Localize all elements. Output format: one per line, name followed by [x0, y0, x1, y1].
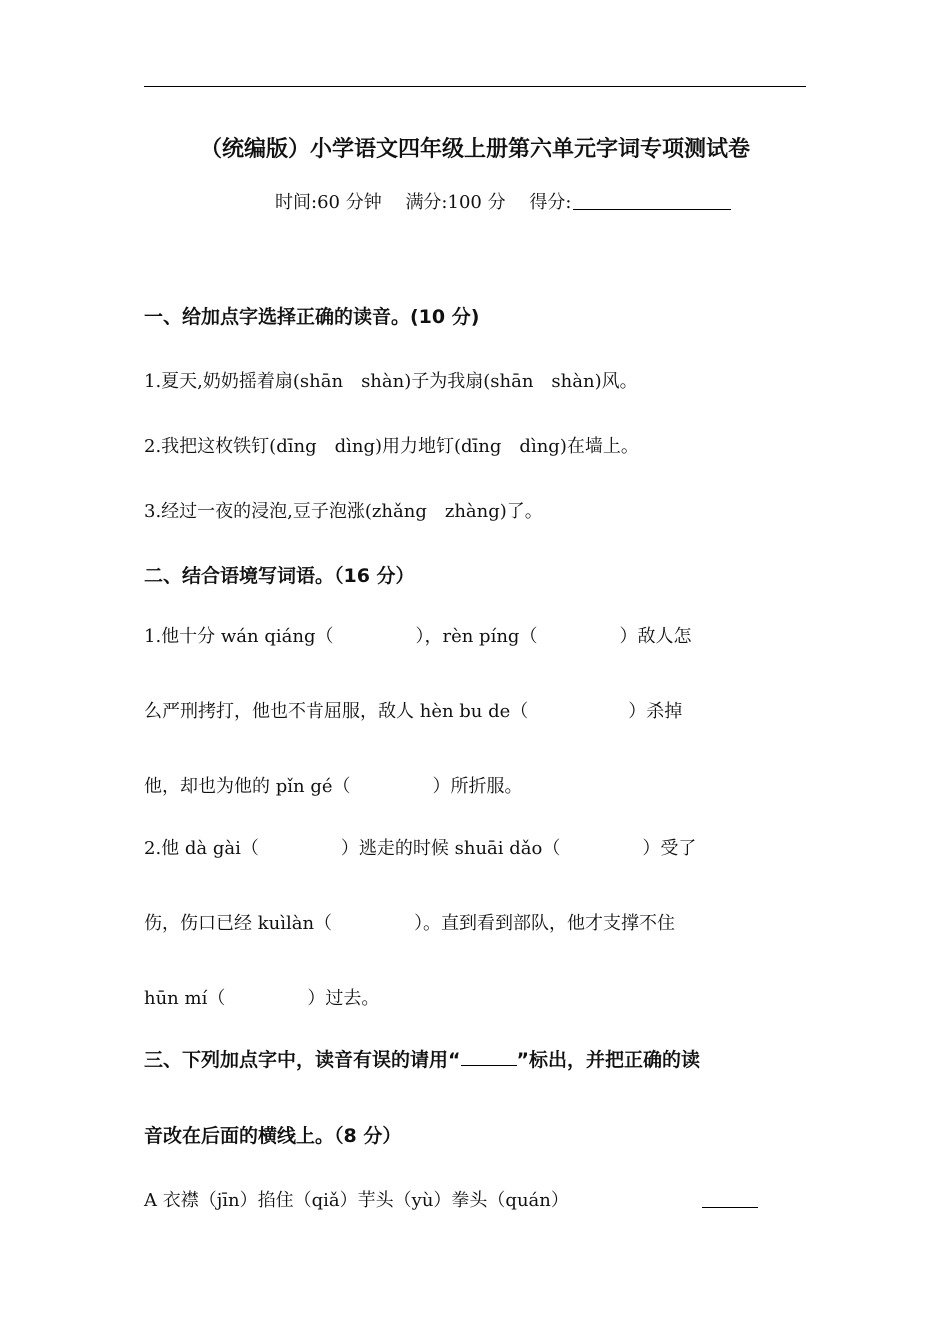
text-segment: 2.他 dà gài（	[144, 838, 259, 859]
section2-q2-line1	[144, 834, 696, 860]
section2-heading: 二、结合语境写词语。（16 分）	[144, 565, 415, 587]
score-field[interactable]	[573, 193, 731, 210]
text-segment: ）杀掉	[628, 701, 683, 722]
text-segment: ”标出，并把正确的读	[516, 1049, 700, 1071]
text-segment: 三、下列加点字中，读音有误的请用“	[144, 1049, 461, 1071]
text-segment: ）所折服。	[432, 776, 523, 797]
text-segment: ）逃走的时候 shuāi dǎo（	[340, 838, 561, 859]
text-segment: ）受了	[642, 838, 697, 859]
section3-qa: A 衣襟（jīn）掐住（qiǎ）芋头（yù）拳头（quán）	[144, 1190, 569, 1211]
text-segment: ）敌人怎	[619, 626, 692, 647]
text-segment: ），rèn píng（	[415, 626, 538, 647]
section3-heading	[144, 1045, 700, 1072]
text-segment: ）过去。	[307, 988, 380, 1009]
text-segment: 伤，伤口已经 kuìlàn（	[144, 913, 333, 934]
full-score-info: 满分:100 分	[405, 192, 506, 213]
text-segment: ）。直到看到部队，他才支撑不住	[414, 913, 676, 934]
time-info: 时间:60 分钟	[275, 192, 382, 213]
mark-symbol	[461, 1051, 517, 1066]
text-segment: 么严刑拷打，他也不肯屈服，敌人 hèn bu de（	[144, 701, 529, 722]
section2-q1-line2	[144, 697, 682, 723]
section1-q1: 1.夏天,奶奶摇着扇(shān shàn)子为我扇(shān shàn)风。	[144, 371, 638, 392]
text-segment: hūn mí（	[144, 988, 226, 1009]
text-segment: 他，却也为他的 pǐn gé（	[144, 776, 351, 797]
section1-q2: 2.我把这枚铁钉(dīng dìng)用力地钉(dīng dìng)在墙上。	[144, 436, 639, 457]
page-title: （统编版）小学语文四年级上册第六单元字词专项测试卷	[199, 137, 750, 162]
section2-q1-line3	[144, 772, 523, 798]
section1-heading: 一、给加点字选择正确的读音。(10 分)	[144, 306, 480, 328]
text-segment: 1.他十分 wán qiáng（	[144, 626, 334, 647]
top-rule	[144, 86, 806, 87]
section2-q1-line1	[144, 622, 691, 648]
section1-q3: 3.经过一夜的浸泡,豆子泡涨(zhǎng zhàng)了。	[144, 501, 543, 522]
section3-heading-line2: 音改在后面的横线上。（8 分）	[144, 1125, 402, 1147]
section2-q2-line3	[144, 984, 379, 1010]
score-label: 得分:	[529, 192, 572, 213]
exam-meta	[275, 188, 749, 214]
section2-q2-line2	[144, 909, 675, 935]
answer-line-a[interactable]	[702, 1207, 758, 1208]
